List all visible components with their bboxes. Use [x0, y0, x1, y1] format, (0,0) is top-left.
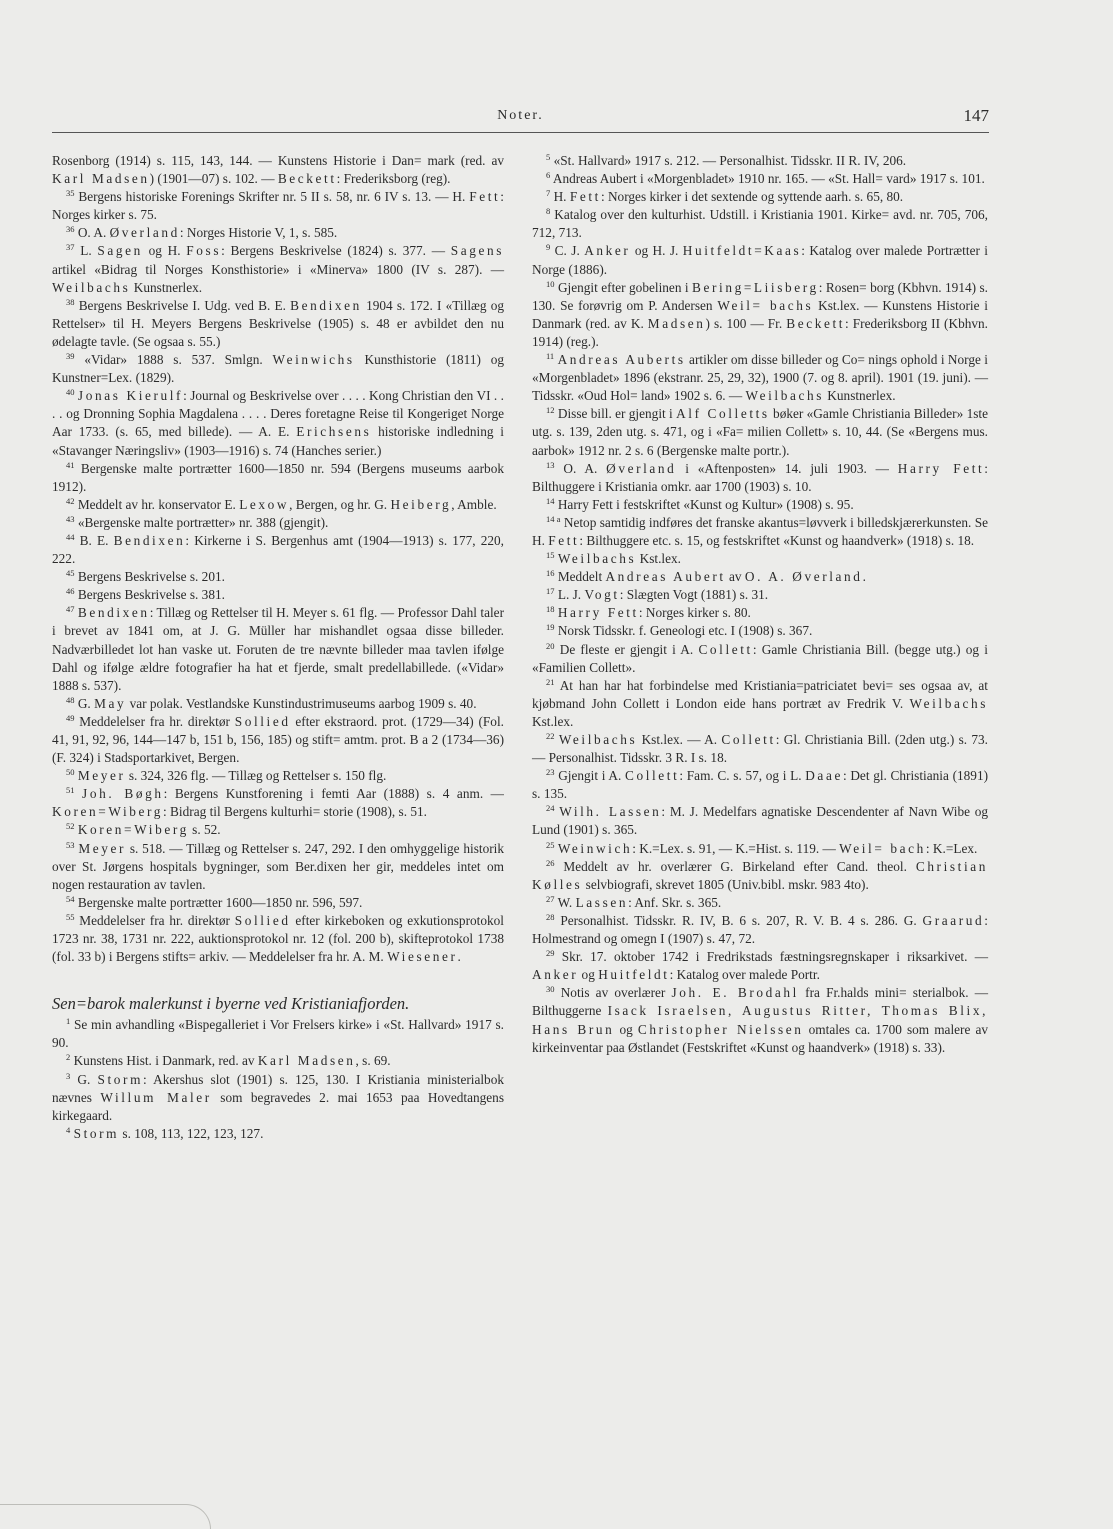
footnote-7: $^7$ H. Fett: Norges kirker i det sextende og syttende aarh. s. 65, 80. [546, 188, 904, 205]
footnote-20: $^{20}$ De fleste er gjengit i A. Collett: Gamle Christiania Bill. (begge utg.) og i «Familien Collett». [532, 640, 988, 675]
footnote-45: $^{45}$ Bergens Beskrivelse s. 201. [66, 568, 225, 585]
footnote-46: $^{46}$ Bergens Beskrivelse s. 381. [66, 586, 225, 603]
right-column [532, 152, 988, 1057]
footnote-15: $^{15}$ Weilbachs Kst.lex. [546, 550, 681, 567]
footnote-9: $^9$ C. J. Anker og H. J. Huitfeldt=Kaas: Katalog over malede Portrætter i Norge (1886). [532, 242, 988, 277]
footnote-55: $^{55}$ Meddelelser fra hr. direktør Sollied efter kirkeboken og exkutionsprotokol 1723 nr. 38, 1731 nr. 222, auktionsprotokol nr. 12 (fol. 200 b), skifteprotokol 1738 (fol. 33 b) i Bergens stifts= arkiv. — Meddelelser fra hr. A. M. Wiesener. [52, 911, 504, 965]
footnote-53: $^{53}$ Meyer s. 518. — Tillæg og Rettelser s. 247, 292. I den omhyggelige historik over St. Jørgens hospitals bygninger, som Ber.dixen her gir, meddeles intet om nogen restauration av tavlen. [52, 839, 505, 892]
footnote-10: $^{10}$ Gjengit efter gobelinen i Bering=Liisberg: Rosen= borg (Kbhvn. 1914) s. 130. Se forøvrig om P. Andersen Weil= bachs Kst.lex. — Kunstens Historie i Danmark (red. av K. Madsen) s. 100 — Fr. Beckett: Frederiksborg II (Kbhvn. 1914) (reg.). [532, 278, 988, 349]
footnote-47: $^{47}$ Bendixen: Tillæg og Rettelser til H. Meyer s. 61 flg. — Professor Dahl taler i brevet av 1841 om, at J. G. Müller har mishandlet ogsaa disse billeder. Nadværbilledet lot han vaske ut. Foruten de tre nævnte billeder maa tavlen ifølge Dahl og ifølge ældre fotografier ha hat et fjerde, smalt predellabillede. («Vidar» 1888 s. 537). [52, 604, 504, 693]
footnote-43: $^{43}$ «Bergenske malte portrætter» nr. 388 (gjengit). [66, 513, 329, 530]
footnote-50: $^{50}$ Meyer s. 324, 326 flg. — Tillæg og Rettelser s. 150 flg. [66, 767, 387, 784]
footnote-11: $^{11}$ Andreas Auberts artikler om disse billeder og Co= nings ophold i Norge i «Morgenbladet» 1896 (ekstranr. 25, 29, 32), 1900 (7. og 8. april). 1901 (19. juni). — Tidsskr. «Oud Hol= land» 1902 s. 6. — Weilbachs Kunstnerlex. [532, 351, 988, 404]
left-column [52, 152, 504, 1143]
footnote-49: $^{49}$ Meddelelser fra hr. direktør Sollied efter ekstraord. prot. (1729—34) (Fol. 41, 91, 92, 96, 144—147 b, 151 b, 156, 185) og stift= amtm. prot. B a 2 (1734—36) (F. 324) i Stadsportarkivet, Bergen. [52, 712, 504, 766]
footnote-28: $^{28}$ Personalhist. Tidsskr. R. IV, B. 6 s. 207, R. V. B. 4 s. 286. G. Graarud: Holmestrand og omegn I (1907) s. 47, 72. [532, 911, 988, 947]
footnote-54: $^{54}$ Bergenske malte portrætter 1600—1850 nr. 596, 597. [66, 893, 363, 910]
footnote-3: $^3$ G. Storm: Akershus slot (1901) s. 125, 130. I Kristiania ministerialbok nævnes Willum Maler som begravedes 2. mai 1653 paa Hovedtangens kirkegaard. [52, 1070, 505, 1123]
page-corner-mark [0, 1504, 211, 1529]
footnote-26: $^{26}$ Meddelt av hr. overlærer G. Birkeland efter Cand. theol. Christian Kølles selvbiografi, skrevet 1805 (Univ.bibl. mskr. 983 4to). [532, 857, 988, 892]
footnote-13: $^{13}$ O. A. Øverland i «Aftenposten» 14. juli 1903. — Harry Fett: Bilthuggere i Kristiania omkr. aar 1700 (1903) s. 10. [532, 459, 988, 494]
footnote-continuation: Rosenborg (1914) s. 115, 143, 144. — Kunstens Historie i Dan= mark (red. av Karl Madsen) (1901—07) s. 102. — Beckett: Frederiksborg (reg). [52, 153, 505, 187]
page-header [52, 104, 989, 133]
footnote-14: $^{14}$ Harry Fett i festskriftet «Kunst og Kultur» (1908) s. 95. [546, 495, 854, 512]
footnote-35: $^{35}$ Bergens historiske Forenings Skrifter nr. 5 II s. 58, nr. 6 IV s. 13. — H. Fett: Norges kirker s. 75. [52, 188, 504, 223]
footnote-2: $^2$ Kunstens Hist. i Danmark, red. av Karl Madsen, s. 69. [66, 1052, 391, 1069]
footnote-40: $^{40}$ Jonas Kierulf: Journal og Beskrivelse over . . . . Kong Christian den VI . . . . og Dronning Sophia Magdalena . . . . Deres foretagne Reise til Kongeriget Norge Aar 1733. (s. 65, med billede). — A. E. Erichsens historiske indledning i «Stavanger Næringsliv» (1903—1916) s. 74 (Hanches serier.) [52, 387, 504, 458]
footnote-5: $^5$ «St. Hallvard» 1917 s. 212. — Personalhist. Tidsskr. II R. IV, 206. [546, 152, 907, 168]
footnote-29: $^{29}$ Skr. 17. oktober 1742 i Fredrikstads fæstningsregnskaper i riksarkivet. — Anker og Huitfeldt: Katalog over malede Portr. [532, 948, 989, 983]
footnote-37: $^{37}$ L. Sagen og H. Foss: Bergens Beskrivelse (1824) s. 377. — Sagens artikel «Bidrag til Norges Konsthistorie» i «Minerva» 1800 (IV s. 287). — Weilbachs Kunstnerlex. [52, 242, 504, 295]
footnote-52: $^{52}$ Koren=Wiberg s. 52. [66, 821, 221, 838]
footnote-14a: $^{14 a}$ Netop samtidig indføres det franske akantus=løvverk i billedskjærerkunsten. Se H. Fett: Bilthuggere etc. s. 15, og festskriftet «Kunst og haandverk» (1918) s. 18. [532, 513, 988, 548]
footnote-4: $^4$ Storm s. 108, 113, 122, 123, 127. [66, 1124, 264, 1141]
footnote-44: $^{44}$ B. E. Bendixen: Kirkerne i S. Bergenhus amt (1904—1913) s. 177, 220, 222. [52, 531, 504, 567]
footnote-36: $^{36}$ O. A. Øverland: Norges Historie V, 1, s. 585. [66, 224, 338, 241]
footnote-39: $^{39}$ «Vidar» 1888 s. 537. Smlgn. Weinwichs Kunsthistorie (1811) og Kunstner=Lex. (1829). [52, 351, 505, 386]
footnote-48: $^{48}$ G. May var polak. Vestlandske Kunstindustrimuseums aarbog 1909 s. 40. [66, 694, 477, 711]
footnote-16: $^{16}$ Meddelt Andreas Aubert av O. A. Øverland. [546, 568, 866, 585]
footnote-17: $^{17}$ L. J. Vogt: Slægten Vogt (1881) s. 31. [546, 586, 769, 603]
footnote-1: $^1$ Se min avhandling «Bispegalleriet i Vor Frelsers kirke» i «St. Hallvard» 1917 s. 90. [52, 1016, 504, 1051]
footnote-21: $^{21}$ At han har hat forbindelse med Kristiania=patriciatet bevi= ses ogsaa av, at kjøbmand John Collett i London eide hans portræt av Fredrik V. Weilbachs Kst.lex. [532, 676, 988, 729]
footnote-12: $^{12}$ Disse bill. er gjengit i Alf Colletts bøker «Gamle Christiania Billeder» 1ste utg. s. 139, 2den utg. s. 471, og i «Fa= milien Collett» s. 10, 44. (Se «Bergens mus. aarbok» 1912 nr. 2 s. 6 (Bergenske malte portr.). [532, 405, 989, 458]
footnote-18: $^{18}$ Harry Fett: Norges kirker s. 80. [546, 604, 751, 621]
footnote-25: $^{25}$ Weinwich: K.=Lex. s. 91, — K.=Hist. s. 119. — Weil= bach: K.=Lex. [546, 839, 978, 856]
running-title: Noter. [497, 108, 544, 123]
footnote-38: $^{38}$ Bergens Beskrivelse I. Udg. ved B. E. Bendixen 1904 s. 172. I «Tillæg og Rettelser» til H. Meyers Bergens Beskrivelse (1905) s. 48 er avbildet den nu ødelagte tavle. (Se ogsaa s. 55.) [52, 296, 505, 349]
page-number: 147 [963, 106, 989, 125]
footnote-51: $^{51}$ Joh. Bøgh: Bergens Kunstforening i femti Aar (1888) s. 4 anm. — Koren=Wiberg: Bidrag til Bergens kulturhi= storie (1908), s. 51. [52, 785, 504, 820]
footnote-30: $^{30}$ Notis av overlærer Joh. E. Brodahl fra Fr.halds mini= sterialbok. — Bilthuggerne Isack Israelsen, Augustus Ritter, Thomas Blix, Hans Brun og Christopher Nielssen omtales ca. 1700 som malere av kirkeinventar paa Østlandet (Festskriftet «Kunst og haandverk» (1918) s. 33). [532, 984, 989, 1055]
footnote-41: $^{41}$ Bergenske malte portrætter 1600—1850 nr. 594 (Bergens museums aarbok 1912). [52, 459, 504, 494]
footnote-8: $^8$ Katalog over den kulturhist. Udstill. i Kristiania 1901. Kirke= avd. nr. 705, 706, 712, 713. [532, 206, 989, 241]
section-title: Sen=barok malerkunst i byerne ved Kristianiafjorden. [52, 994, 410, 1014]
footnote-42: $^{42}$ Meddelt av hr. konservator E. Lexow, Bergen, og hr. G. Heiberg, Amble. [66, 495, 497, 512]
footnote-19: $^{19}$ Norsk Tidsskr. f. Geneologi etc. I (1908) s. 367. [546, 622, 813, 639]
footnote-23: $^{23}$ Gjengit i A. Collett: Fam. C. s. 57, og i L. Daae: Det gl. Christiania (1891) s. 135. [532, 767, 989, 802]
footnote-6: $^6$ Andreas Aubert i «Morgenbladet» 1910 nr. 165. — «St. Hall= vard» 1917 s. 101. [546, 170, 985, 187]
footnote-22: $^{22}$ Weilbachs Kst.lex. — A. Collett: Gl. Christiania Bill. (2den utg.) s. 73. — Personalhist. Tidsskr. 3 R. I s. 18. [532, 731, 988, 766]
footnote-27: $^{27}$ W. Lassen: Anf. Skr. s. 365. [546, 893, 722, 910]
footnote-24: $^{24}$ Wilh. Lassen: M. J. Medelfars agnatiske Descendenter af Navn Wibe og Lund (1901) s. 365. [532, 803, 989, 838]
